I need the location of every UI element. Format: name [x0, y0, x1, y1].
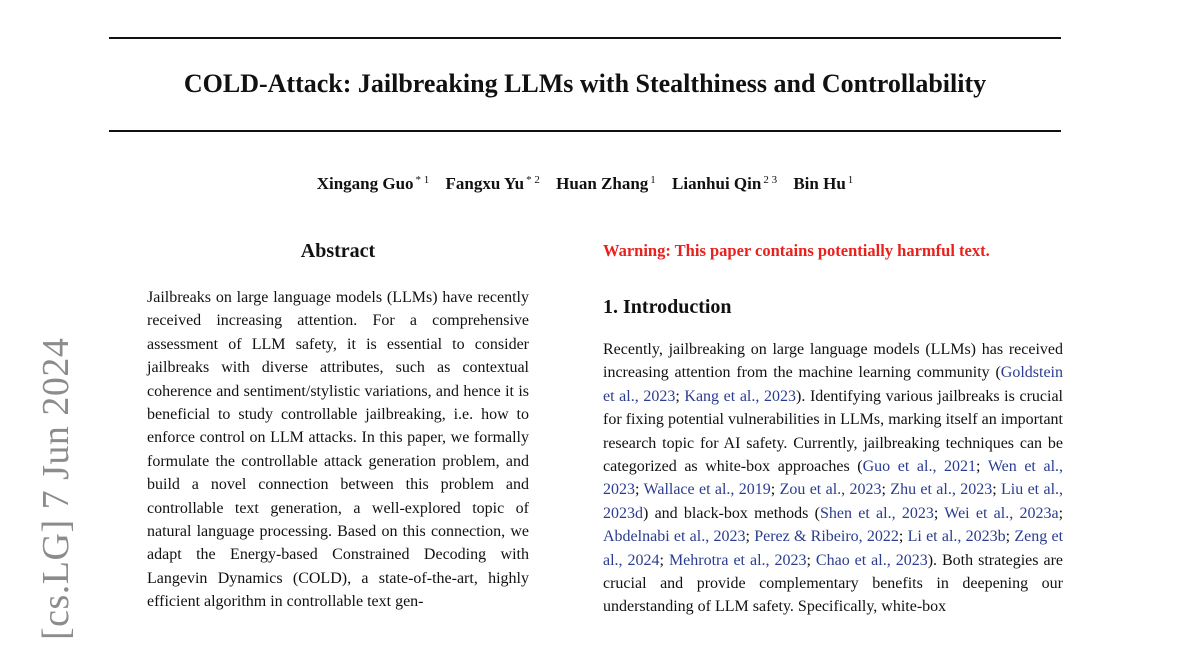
text-run: ;: [806, 551, 816, 569]
text-run: ;: [881, 481, 891, 499]
author-name: Huan Zhang: [556, 174, 649, 193]
author-affiliation: 1: [847, 174, 854, 186]
author-affiliation: 2 3: [763, 174, 778, 186]
author: [672, 174, 777, 193]
author: [793, 174, 853, 193]
author-list: [109, 174, 1061, 194]
citation-link[interactable]: Kang et al., 2023: [684, 387, 796, 405]
text-run: ;: [1058, 504, 1064, 522]
bottom-rule: [109, 130, 1061, 132]
paper-title: COLD-Attack: Jailbreaking LLMs with Stealthiness and Controllability: [183, 69, 987, 98]
author-affiliation: * 2: [526, 174, 540, 186]
text-run: ). Identifying various jailbreaks is crucial for fixing potential vulnerabilities in LLMs, marking itself an important research topic for AI safety. Currently, jailbreaking techniques can be categorized as white-box approaches (: [603, 387, 1063, 476]
citation-link[interactable]: Zhu et al., 2023: [890, 481, 993, 499]
text-run: ;: [675, 387, 685, 405]
text-run: Recently, jailbreaking on large language models (LLMs) has received increasing attention from the machine learning community (: [603, 341, 1063, 382]
abstract-heading: Abstract: [300, 240, 376, 262]
author: [317, 174, 430, 193]
arxiv-side-stamp: [cs.LG] 7 Jun 2024: [35, 337, 77, 640]
author-affiliation: 1: [650, 174, 656, 186]
author-name: Fangxu Yu: [445, 174, 525, 193]
citation-link[interactable]: Zou et al., 2023: [779, 481, 882, 499]
citation-link[interactable]: Perez & Ribeiro, 2022: [754, 528, 899, 546]
text-run: ). Both strategies are crucial and provide complementary benefits in deepening our understanding of LLM safety. Specifically, white-box: [603, 551, 1064, 616]
text-run: ) and black-box methods (: [643, 504, 820, 522]
warning-notice: Warning: This paper contains potentially harmful text.: [603, 241, 990, 260]
top-rule: [109, 37, 1061, 39]
citation-link[interactable]: Zeng et al., 2024: [603, 528, 1064, 569]
citation-link[interactable]: Chao et al., 2023: [815, 551, 928, 569]
text-run: ;: [770, 481, 780, 499]
text-run: ;: [659, 551, 669, 569]
text-run: ;: [635, 481, 644, 499]
citation-link[interactable]: Wen et al., 2023: [603, 458, 1064, 499]
citation-link[interactable]: Goldstein et al., 2023: [603, 364, 1063, 405]
introduction-paragraph: [603, 338, 1063, 619]
abstract-text: Jailbreaks on large language models (LLMs) have recently received increasing attention. For a comprehensive assessment of LLM safety, it is essential to consider jailbreaks with diverse attributes, such as contextual coherence and sentiment/stylistic variations, and hence it is beneficial to study controllable jailbreaking, i.e. how to enforce control on LLM attacks. In this paper, we formally formulate the controllable attack generation problem, and build a novel connection between this problem and controllable text generation, a well-explored topic of natural language processing. Based on this connection, we adapt the Energy-based Constrained Decoding with Langevin Dynamics (COLD), a state-of-the-art, highly efficient algorithm in controllable text gen-: [147, 289, 529, 611]
intro-column: [603, 238, 1063, 619]
text-run: ;: [933, 504, 945, 522]
abstract-column: [147, 238, 529, 614]
text-run: ;: [745, 528, 755, 546]
text-run: ;: [976, 458, 988, 476]
text-run: ;: [1005, 528, 1015, 546]
citation-link[interactable]: Wei et al., 2023a: [944, 504, 1059, 522]
citation-link[interactable]: Shen et al., 2023: [819, 504, 934, 522]
author: [446, 174, 540, 193]
citation-link[interactable]: Abdelnabi et al., 2023: [603, 528, 746, 546]
citation-link[interactable]: Li et al., 2023b: [907, 528, 1006, 546]
section-heading-introduction: 1. Introduction: [603, 296, 732, 318]
author: [556, 174, 656, 193]
text-run: ;: [898, 528, 908, 546]
author-name: Lianhui Qin: [672, 174, 762, 193]
citation-link[interactable]: Wallace et al., 2019: [643, 481, 771, 499]
author-name: Xingang Guo: [316, 174, 414, 193]
text-run: ;: [992, 481, 1002, 499]
author-name: Bin Hu: [793, 174, 846, 193]
citation-link[interactable]: Guo et al., 2021: [862, 458, 977, 476]
citation-link[interactable]: Mehrotra et al., 2023: [668, 551, 807, 569]
citation-link[interactable]: Liu et al., 2023d: [603, 481, 1064, 522]
author-affiliation: * 1: [415, 174, 430, 186]
